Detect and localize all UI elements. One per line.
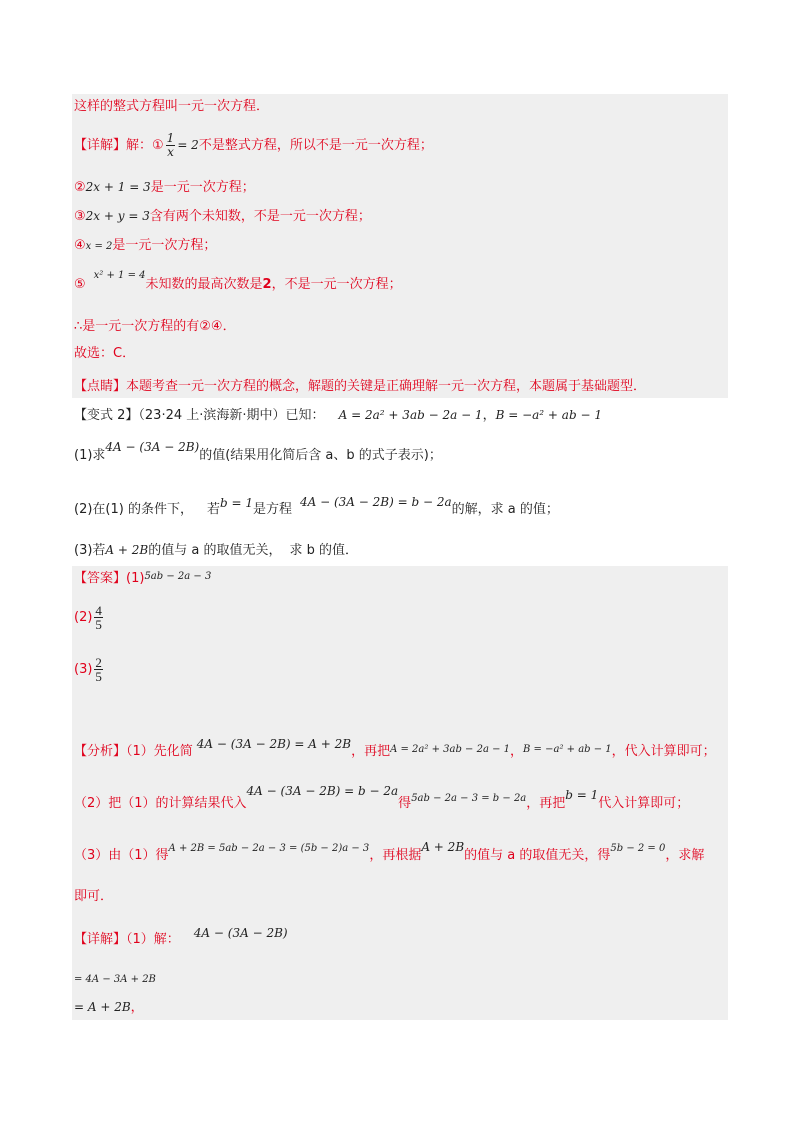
variant-tag: 【变式 2】 — [74, 408, 139, 423]
item-mark: ⑤ — [74, 277, 86, 292]
item-text: 未知数的最高次数是 — [145, 277, 263, 292]
answer-line-3 — [74, 656, 105, 683]
analysis-text: ，再把 — [351, 744, 391, 759]
question-2 — [74, 495, 559, 519]
analysis-text: ，再根据 — [369, 848, 422, 863]
q3-text: 的值与 a 的取值无关， — [148, 543, 282, 558]
detail-lead: 解：① — [126, 138, 164, 153]
q3-tail: 求 b 的值． — [289, 543, 358, 558]
math-A: A = 2a² + 3ab − 2a − 1 — [338, 408, 483, 422]
frac-den: x — [167, 145, 174, 159]
item-text: 是一元一次方程； — [150, 180, 255, 195]
analysis-line-4: 即可． — [74, 889, 114, 904]
analysis-text: ，求解 — [665, 848, 705, 863]
answer-2-label: (2) — [74, 610, 93, 625]
analysis-math: 5b − 2 = 0 — [610, 843, 666, 854]
solution-block-2 — [72, 566, 728, 1020]
item-mark: ③ — [74, 209, 86, 224]
detail2-line-1 — [74, 926, 288, 949]
frac-den: 5 — [95, 617, 102, 632]
q2-mid: 若 — [206, 502, 220, 517]
answer-3-label: (3) — [74, 662, 93, 677]
q1-label: (1)求 — [74, 448, 106, 463]
q2-label: (2)在(1) 的条件下， — [74, 502, 193, 517]
analysis-text: 得 — [398, 796, 412, 811]
item-mark: ② — [74, 180, 86, 195]
analysis-math: b = 1 — [565, 788, 599, 802]
item-3 — [74, 207, 371, 226]
analysis-line-1 — [74, 737, 716, 762]
analysis-text: ，再把 — [526, 796, 566, 811]
detail2-math: = 4A − 3A + 2B — [74, 974, 156, 985]
q2-text: 是方程 — [252, 502, 292, 517]
detail2-line-3 — [74, 998, 144, 1017]
item-mark: ④ — [74, 238, 86, 253]
item-text-2: ，不是一元一次方程； — [271, 277, 402, 292]
detail-tail: 不是整式方程，所以不是一元一次方程； — [198, 138, 433, 153]
item-5 — [74, 270, 402, 295]
question-1 — [74, 440, 442, 465]
frac-num: 4 — [95, 603, 102, 618]
detail-line-1 — [74, 132, 433, 159]
answer-line-1 — [74, 570, 211, 589]
answer-tag: 【答案】 — [74, 571, 127, 586]
q3-math: A + 2B — [105, 543, 149, 557]
answer-1-math: 5ab − 2a − 3 — [144, 571, 212, 582]
analysis-tag: 【分析】 — [74, 744, 127, 759]
q1-math: 4A − (3A − 2B) — [105, 440, 200, 454]
math-B: B = −a² + ab − 1 — [495, 408, 602, 422]
analysis-math: 4A − (3A − 2B) = b − 2a — [246, 784, 399, 798]
item-math: 2x + y = 3 — [85, 209, 150, 223]
frac-num: 2 — [95, 655, 102, 670]
detail-tag: 【详解】 — [74, 138, 127, 153]
eq-rest: = 2 — [177, 138, 199, 152]
detail2-line-2 — [74, 970, 156, 989]
q3-label: (3)若 — [74, 543, 106, 558]
analysis-math: 5ab − 2a − 3 = b − 2a — [411, 793, 527, 804]
q2-tail: 的解，求 a 的值； — [451, 502, 559, 517]
comment-tag: 【点睛】 — [74, 379, 127, 394]
detail2-tail: ， — [130, 1000, 144, 1015]
detail2-math: 4A − (3A − 2B) — [193, 926, 288, 940]
analysis-line-2 — [74, 784, 690, 814]
analysis-math: A = 2a² + 3ab − 2a − 1 — [390, 744, 511, 755]
item-bold: 2 — [262, 277, 272, 292]
answer-3-fraction — [94, 656, 103, 683]
analysis-text: 代入计算即可； — [598, 796, 690, 811]
analysis-math: 4A − (3A − 2B) = A + 2B — [196, 737, 352, 751]
variant-line: 【变式 2】（23·24 上·滨海新·期中）已知： A = 2a² + 3ab − 2a − 1，B = −a² + ab − 1 — [74, 408, 602, 423]
q2-math-eq: 4A − (3A − 2B) = b − 2a — [300, 495, 452, 509]
analysis-text: （2）把（1）的计算结果代入 — [74, 796, 247, 811]
frac-num: 1 — [166, 131, 175, 145]
frac-den: 5 — [95, 669, 102, 684]
answer-line-2 — [74, 604, 105, 631]
analysis-math: A + 2B = 5ab − 2a − 3 = (5b − 2)a − 3 — [168, 843, 370, 854]
item-math: 2x + 1 = 3 — [85, 180, 151, 194]
detail2-lead: （1）解： — [126, 932, 180, 947]
analysis-math: B = −a² + ab − 1 — [523, 744, 612, 755]
therefore-line: ∴是一元一次方程的有②④． — [74, 319, 236, 334]
analysis-line-3 — [74, 840, 705, 866]
analysis-text: （3）由（1）得 — [74, 848, 169, 863]
choice-line: 故选：C． — [74, 346, 136, 361]
question-3 — [74, 541, 358, 560]
analysis-text: ，代入计算即可； — [611, 744, 716, 759]
item-4 — [74, 237, 216, 256]
intro-line: 这样的整式方程叫一元一次方程． — [74, 99, 270, 114]
comment-text: 本题考查一元一次方程的概念，解题的关键是正确理解一元一次方程，本题属于基础题型． — [126, 379, 647, 394]
detail2-math: = A + 2B — [74, 1000, 131, 1014]
analysis-text: ， — [510, 744, 524, 759]
item-math: x² + 1 = 4 — [93, 270, 146, 281]
detail2-tag: 【详解】 — [74, 932, 127, 947]
analysis-text: （1）先化简 — [126, 744, 193, 759]
q1-text: 的值(结果用化简后含 a、b 的式子表示)； — [199, 448, 442, 463]
q2-math-b: b = 1 — [219, 496, 253, 510]
item-text: 是一元一次方程； — [112, 238, 217, 253]
comment-line — [74, 378, 646, 396]
item-2 — [74, 178, 255, 197]
variant-source: （23·24 上·滨海新·期中）已知： — [138, 408, 325, 423]
item-math: x = 2 — [85, 241, 113, 252]
answer-2-fraction — [94, 604, 103, 631]
analysis-text: 的值与 a 的取值无关，得 — [464, 848, 611, 863]
answer-1-label: (1) — [126, 571, 145, 586]
analysis-math: A + 2B — [421, 840, 465, 854]
fraction-one-over-x — [166, 132, 176, 159]
item-text: 含有两个未知数，不是一元一次方程； — [149, 209, 371, 224]
